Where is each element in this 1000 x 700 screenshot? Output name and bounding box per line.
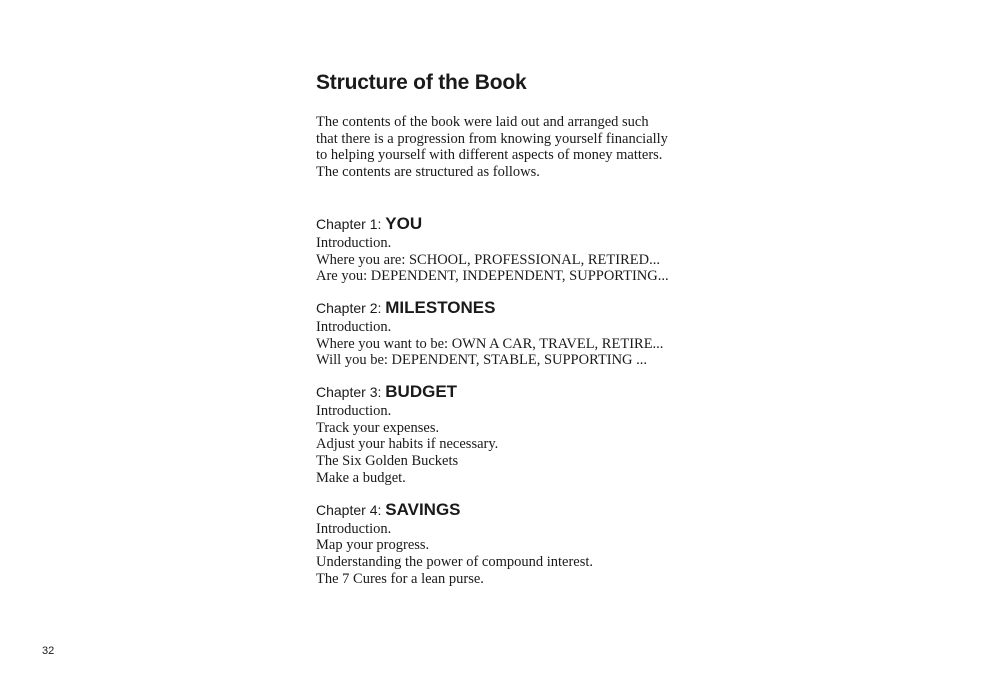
chapter-name: BUDGET [385,382,458,402]
chapter-prefix: Chapter 4: [316,501,386,518]
chapter-contents [316,521,736,588]
chapter-heading [316,382,736,403]
chapter-line: The Six Golden Buckets [316,453,459,470]
chapter-line: The 7 Cures for a lean purse. [316,570,484,587]
page-number: 32 [42,645,55,657]
chapter-4-section [316,500,736,588]
intro-paragraph [316,114,736,181]
chapter-heading [316,298,736,319]
chapter-line: Adjust your habits if necessary. [316,436,499,453]
chapter-heading [316,214,736,235]
chapter-name: YOU [385,213,423,233]
chapter-line: Understanding the power of compound interest. [316,553,594,570]
chapter-line: Will you be: DEPENDENT, STABLE, SUPPORTING ... [316,352,648,369]
chapter-line: Make a budget. [316,469,406,486]
page-content [316,68,736,600]
chapter-line: Map your progress. [316,537,430,554]
chapter-line: Where you want to be: OWN A CAR, TRAVEL, RETIRE... [316,335,664,352]
chapter-contents [316,319,736,369]
chapter-contents [316,235,736,285]
chapter-name: SAVINGS [385,499,461,519]
intro-line: The contents of the book were laid out and arranged such [316,114,649,130]
chapter-line: Where you are: SCHOOL, PROFESSIONAL, RETIRED... [316,251,660,268]
intro-line: The contents are structured as follows. [316,164,540,181]
page-title: Structure of the Book [316,71,527,94]
chapter-line: Introduction. [316,318,392,335]
chapter-2-section [316,298,736,369]
chapter-line: Are you: DEPENDENT, INDEPENDENT, SUPPORTING... [316,268,669,285]
chapter-line: Introduction. [316,234,392,251]
chapter-name: MILESTONES [385,297,496,317]
chapter-prefix: Chapter 3: [316,384,386,401]
chapter-heading [316,500,736,521]
chapter-line: Introduction. [316,403,392,420]
intro-line: to helping yourself with different aspects of money matters. [316,147,663,164]
chapter-prefix: Chapter 1: [316,215,386,232]
chapter-prefix: Chapter 2: [316,299,386,316]
chapter-1-section [316,214,736,285]
chapter-contents [316,403,736,487]
chapter-line: Introduction. [316,520,392,537]
chapter-line: Track your expenses. [316,419,440,436]
intro-line: that there is a progression from knowing yourself financially [316,130,668,147]
chapter-3-section [316,382,736,487]
